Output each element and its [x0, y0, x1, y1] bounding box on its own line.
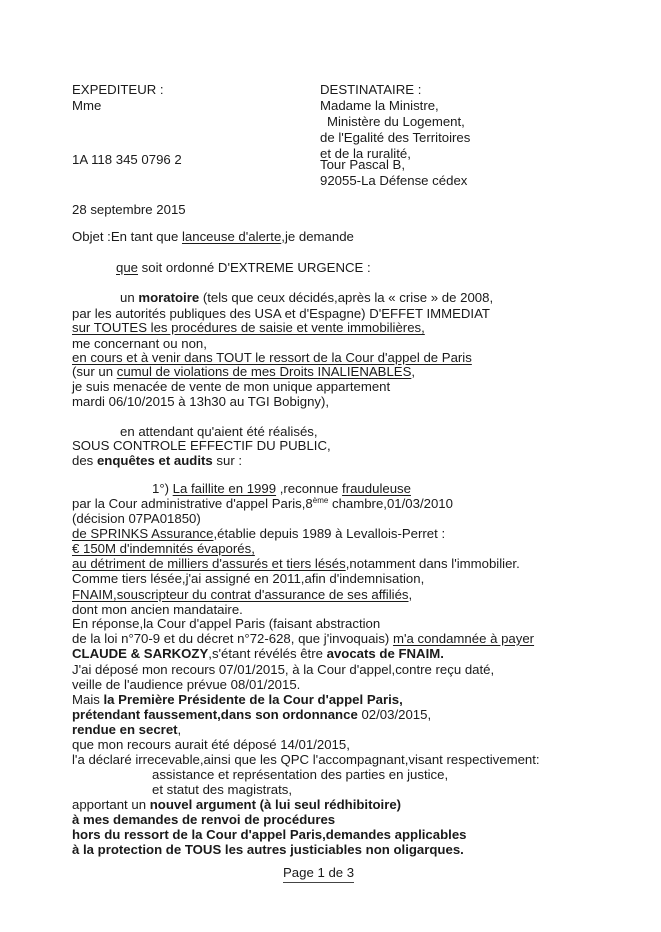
text-span: sur :: [212, 453, 243, 468]
point1-line-21: et statut des magistrats,: [152, 782, 292, 797]
recipient-line: de l'Egalité des Territoires: [320, 130, 471, 145]
point1-line-24: hors du ressort de la Cour d'appel Paris,demandes applicables: [72, 827, 467, 842]
point1-line-8: [72, 587, 412, 603]
bold-span: la Première Présidente de la Cour d'appel Paris,: [103, 692, 403, 707]
point1-line-9: dont mon ancien mandataire.: [72, 602, 243, 617]
moratoire-line-7: je suis menacée de vente de mon unique appartement: [72, 379, 391, 394]
point1-line-15: [72, 692, 403, 708]
point1-line-22: [72, 797, 401, 813]
underlined-span: La faillite en 1999: [172, 481, 277, 496]
moratoire-line-2: par les autorités publiques des USA et d'Espagne) D'EFFET IMMEDIAT: [72, 306, 490, 321]
underlined-span: frauduleuse: [342, 481, 411, 496]
text-span: ,notamment dans l'immobilier.: [345, 556, 520, 571]
text-span: Mais: [72, 692, 104, 707]
moratoire-line-4: me concernant ou non,: [72, 336, 207, 351]
sender-label: EXPEDITEUR :: [72, 82, 164, 97]
text-span: ,: [411, 364, 416, 379]
text-span: ,: [408, 587, 413, 602]
moratoire-line-1: [120, 290, 493, 306]
bold-span: moratoire: [138, 290, 200, 305]
subject-line2-underlined: que: [116, 260, 139, 275]
text-span: ,: [177, 722, 182, 737]
recipient-label: DESTINATAIRE :: [320, 82, 422, 97]
point1-line-10: En réponse,la Cour d'appel Paris (faisant abstraction: [72, 616, 381, 631]
point1-line-16: [72, 707, 431, 723]
underlined-span: au détriment de milliers d'assurés et tiers lésés: [72, 556, 346, 571]
bold-span: CLAUDE & SARKOZY: [72, 646, 209, 661]
point1-line-14: veille de l'audience prévue 08/01/2015.: [72, 677, 301, 692]
text-span: ,s'étant révélés être: [208, 646, 327, 661]
superscript: ème: [312, 496, 329, 505]
point1-line-6: [72, 556, 520, 572]
waiting-line-1: en attendant qu'aient été réalisés,: [120, 424, 318, 439]
point1-line-1: [152, 481, 411, 497]
text-span: 02/03/2015,: [357, 707, 432, 722]
point1-line-13: J'ai déposé mon recours 07/01/2015, à la Cour d'appel,contre reçu daté,: [72, 662, 495, 677]
text-span: un: [120, 290, 139, 305]
subject-line: [72, 229, 354, 245]
recipient-line: Madame la Ministre,: [320, 98, 439, 113]
moratoire-line-3: sur TOUTES les procédures de saisie et vente immobilières,: [72, 320, 425, 335]
point1-line-19: l'a déclaré irrecevable,ainsi que les QPC l'accompagnant,visant respectivement:: [72, 752, 540, 767]
bold-span: enquêtes et audits: [96, 453, 213, 468]
subject-underlined: lanceuse d'alerte: [181, 229, 282, 244]
sender-name: Mme: [72, 98, 102, 113]
underlined-span: de SPRINKS Assurance: [72, 526, 214, 541]
point1-line-23: à mes demandes de renvoi de procédures: [72, 812, 336, 827]
underlined-span: m'a condamnée à payer: [392, 631, 535, 646]
bold-span: nouvel argument (à lui seul rédhibitoire): [149, 797, 402, 812]
point1-line-11: [72, 631, 534, 647]
point1-line-25: à la protection de TOUS les autres justiciables non oligarques.: [72, 842, 464, 857]
text-span: (sur un: [72, 364, 117, 379]
recipient-line: Tour Pascal B,: [320, 157, 406, 172]
page-number: Page 1 de 3: [283, 865, 354, 883]
text-span: ,établie depuis 1989 à Levallois-Perret :: [213, 526, 446, 541]
tracking-number: 1A 118 345 0796 2: [72, 152, 182, 167]
recipient-line: et de la ruralité,: [320, 146, 411, 161]
bold-span: avocats de FNAIM.: [326, 646, 444, 661]
point1-line-7: Comme tiers lésée,j'ai assigné en 2011,afin d'indemnisation,: [72, 571, 425, 586]
text-span: (tels que ceux décidés,après la « crise » de 2008,: [199, 290, 494, 305]
subject-line2-rest: soit ordonné D'EXTREME URGENCE :: [138, 260, 371, 275]
point1-line-3: (décision 07PA01850): [72, 511, 201, 526]
bold-span: rendue en secret: [72, 722, 178, 737]
subject-prefix: Objet :En tant que: [72, 229, 182, 244]
text-span: de la loi n°70-9 et du décret n°72-628, que j'invoquais): [72, 631, 393, 646]
text-span: par la Cour administrative d'appel Paris,8: [72, 496, 313, 511]
text-span: 1°): [152, 481, 173, 496]
point1-line-2: [72, 496, 453, 512]
underlined-span: FNAIM,souscripteur du contrat d'assurance de ses affiliés: [72, 587, 409, 602]
point1-line-5: € 150M d'indemnités évaporés,: [72, 541, 255, 556]
recipient-line: 92055-La Défense cédex: [320, 173, 468, 188]
underlined-span: cumul de violations de mes Droits INALIENABLES: [116, 364, 412, 379]
point1-line-17: [72, 722, 181, 738]
point1-line-20: assistance et représentation des parties en justice,: [152, 767, 449, 782]
text-span: ,reconnue: [276, 481, 343, 496]
text-span: apportant un: [72, 797, 150, 812]
waiting-line-3: [72, 453, 242, 469]
letter-date: 28 septembre 2015: [72, 202, 186, 217]
waiting-line-2: SOUS CONTROLE EFFECTIF DU PUBLIC,: [72, 438, 331, 453]
text-span: chambre,01/03/2010: [328, 496, 453, 511]
recipient-line: Ministère du Logement,: [327, 114, 465, 129]
bold-span: prétendant faussement,dans son ordonnance: [72, 707, 358, 722]
point1-line-4: [72, 526, 445, 542]
text-span: des: [72, 453, 97, 468]
point1-line-18: que mon recours aurait été déposé 14/01/2015,: [72, 737, 350, 752]
moratoire-line-6: [72, 364, 415, 380]
subject-suffix: ,je demande: [281, 229, 354, 244]
point1-line-12: [72, 646, 444, 662]
subject-line-2: [116, 260, 371, 276]
moratoire-line-5: en cours et à venir dans TOUT le ressort de la Cour d'appel de Paris: [72, 350, 472, 365]
moratoire-line-8: mardi 06/10/2015 à 13h30 au TGI Bobigny),: [72, 394, 330, 409]
